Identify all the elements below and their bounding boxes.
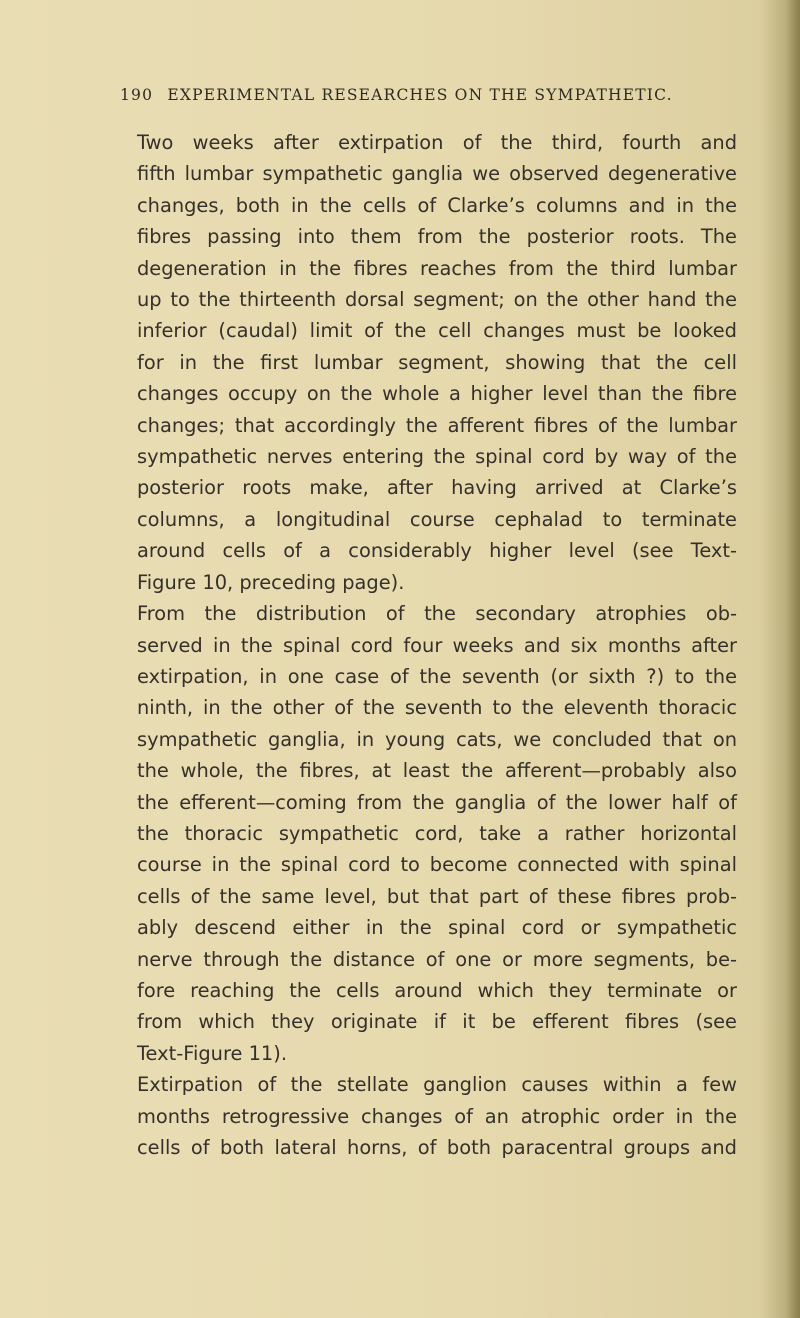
text-line: sympathetic ganglia, in young cats, we concluded that on — [137, 727, 737, 751]
text-line: Figure 10, preceding page). — [137, 570, 405, 594]
page-edge-shadow — [786, 0, 800, 1318]
text-line: the efferent—coming from the ganglia of the lower half of — [137, 790, 737, 814]
text-line: from which they originate if it be efferent fibres (see — [137, 1010, 737, 1034]
text-line: cells of both lateral horns, of both paracentral groups and — [137, 1136, 737, 1159]
text-line: the thoracic sympathetic cord, take a rather horizontal — [137, 821, 737, 845]
text-line: changes occupy on the whole a higher level than the fibre — [137, 382, 737, 406]
text-line: posterior roots make, after having arrived at Clarke’s — [137, 476, 737, 500]
text-line: served in the spinal cord four weeks and six months after — [137, 633, 737, 657]
text-line: extirpation, in one case of the seventh (or sixth ?) to the — [137, 664, 737, 688]
text-line: inferior (caudal) limit of the cell changes must be looked — [137, 319, 737, 343]
body-text — [137, 127, 737, 1163]
text-line: nerve through the distance of one or more segments, be- — [137, 947, 737, 971]
text-line: Two weeks after extirpation of the third, fourth and — [137, 131, 737, 154]
text-line: course in the spinal cord to become connected with spinal — [137, 853, 737, 877]
text-line: fifth lumbar sympathetic ganglia we observed degenerative — [137, 162, 737, 186]
text-line: degeneration in the fibres reaches from the third lumbar — [137, 256, 737, 280]
text-line: changes; that accordingly the afferent fibres of the lumbar — [137, 413, 737, 437]
text-line: months retrogressive changes of an atrophic order in the — [137, 1104, 737, 1128]
text-line: From the distribution of the secondary atrophies ob- — [137, 602, 737, 626]
text-line: columns, a longitudinal course cephalad to terminate — [137, 507, 737, 531]
text-line: changes, both in the cells of Clarke’s columns and in the — [137, 193, 737, 217]
text-line: ably descend either in the spinal cord or sympathetic — [137, 916, 737, 940]
text-line: up to the thirteenth dorsal segment; on the other hand the — [137, 288, 737, 312]
text-line: fore reaching the cells around which they terminate or — [137, 978, 737, 1002]
text-line: for in the first lumbar segment, showing that the cell — [137, 350, 737, 374]
text-line: ninth, in the other of the seventh to the eleventh thoracic — [137, 696, 737, 720]
page-number: 190 — [120, 86, 154, 104]
text-line: Text-Figure 11). — [137, 1041, 287, 1065]
text-line: sympathetic nerves entering the spinal cord by way of the — [137, 445, 737, 469]
running-title: EXPERIMENTAL RESEARCHES ON THE SYMPATHETIC. — [167, 86, 673, 104]
text-line: the whole, the fibres, at least the afferent—probably also — [137, 759, 737, 783]
text-line: Extirpation of the stellate ganglion causes within a few — [137, 1073, 737, 1097]
running-header — [120, 86, 760, 104]
text-line: fibres passing into them from the posterior roots. The — [137, 225, 737, 249]
text-line: around cells of a considerably higher level (see Text- — [137, 539, 737, 563]
text-line: cells of the same level, but that part of these fibres prob- — [137, 884, 737, 908]
